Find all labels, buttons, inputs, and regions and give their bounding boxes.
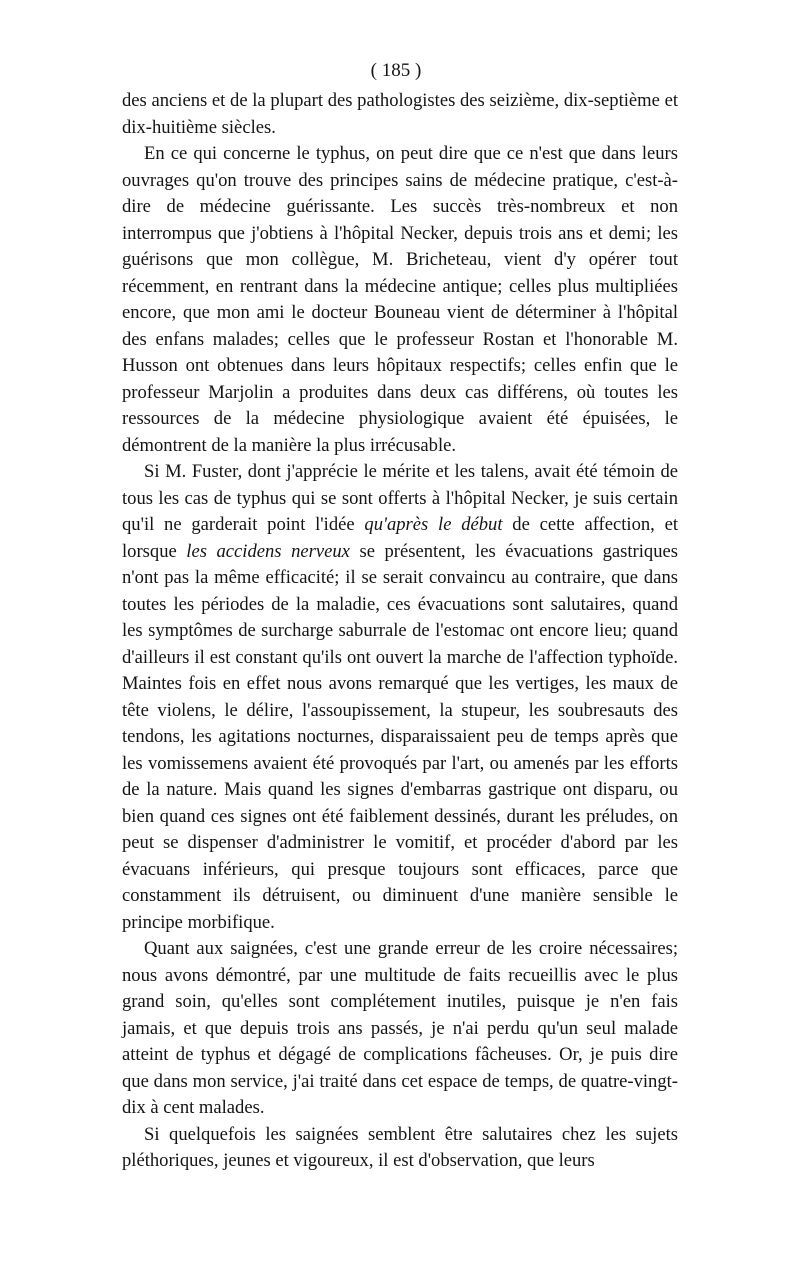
italic-accidens-nerveux: les accidens nerveux [186, 540, 350, 562]
body-text [122, 88, 678, 1175]
paragraph-fuster-part-e: se présentent, les évacuations gastriques n'ont pas la même efficacité; il se serait convaincu au contraire, que dans toutes les périodes de la maladie, ces évacuations sont salutaires, quand les symptômes de surcharge saburrale de l'estomac ont encore lieu; quand d'ailleurs il est constant qu'ils ont ouvert la marche de l'affection typhoïde. Maintes fois en effet nous avons remarqué que les vertiges, les maux de tête violens, le délire, l'assoupissement, la stupeur, les soubresauts des tendons, les agitations nocturnes, disparaissaient peu de temps après que les vomissemens avaient été provoqués par l'art, ou amenés par les efforts de la nature. Mais quand les signes d'embarras gastrique ont disparu, ou bien quand ces signes ont été faiblement dessinés, durant les préludes, on peut se dispenser d'administrer le vomitif, et procéder d'abord par les évacuans inférieurs, qui presque toujours sont efficaces, parce que constamment ils détruisent, ou diminuent d'une manière sensible le principe morbifique. [122, 540, 678, 933]
paragraph-fuster-part-a: Si M. Fuster, dont j'apprécie le mérite et les talens, avait été témoin de tous les cas de typhus qui se sont offerts à l'hôpital Necker, je suis certain qu'il ne garderait point l'idée [122, 461, 678, 535]
paragraph-continuation: des anciens et de la plupart des pathologistes des seizième, dix-septième et dix-huitième siècles. [122, 90, 678, 138]
paragraph-plethoriques: Si quelquefois les saignées semblent être salutaires chez les sujets pléthoriques, jeunes et vigoureux, il est d'observation, que leurs [122, 1123, 678, 1171]
paragraph-fuster [122, 459, 678, 936]
page-number: ( 185 ) [370, 60, 422, 81]
italic-apres-le-debut: qu'après le début [364, 514, 503, 535]
paragraph-fuster-part-c: de cette affection, et lorsque [122, 514, 678, 562]
book-page [122, 58, 678, 1175]
paragraph-typhus-ancient-medicine: En ce qui concerne le typhus, on peut dire que ce n'est que dans leurs ouvrages qu'on trouve des principes sains de médecine pratique, c'est-à-dire de médecine guérissante. Les succès très-nombreux et non interrompus que j'obtiens à l'hôpital Necker, depuis trois ans et demi; les guérisons que mon collègue, M. Bricheteau, vient d'y opérer tout récemment, en rentrant dans la médecine antique; celles plus multipliées encore, que mon ami le docteur Bouneau vient de déterminer à l'hôpital des enfans malades; celles que le professeur Rostan et l'honorable M. Husson ont obtenues dans leurs hôpitaux respectifs; celles enfin que le professeur Marjolin a produites dans deux cas différens, où toutes les ressources de la médecine physiologique avaient été épuisées, le démontrent de la manière la plus irrécusable. [122, 143, 678, 456]
paragraph-saignees: Quant aux saignées, c'est une grande erreur de les croire nécessaires; nous avons démontré, par une multitude de faits recueillis avec le plus grand soin, qu'elles sont complétement inutiles, puisque je n'en fais jamais, et que depuis trois ans passés, je n'ai perdu qu'un seul malade atteint de typhus et dégagé de complications fâcheuses. Or, je puis dire que dans mon service, j'ai traité dans cet espace de temps, de quatre-vingt-dix à cent malades. [122, 938, 678, 1118]
